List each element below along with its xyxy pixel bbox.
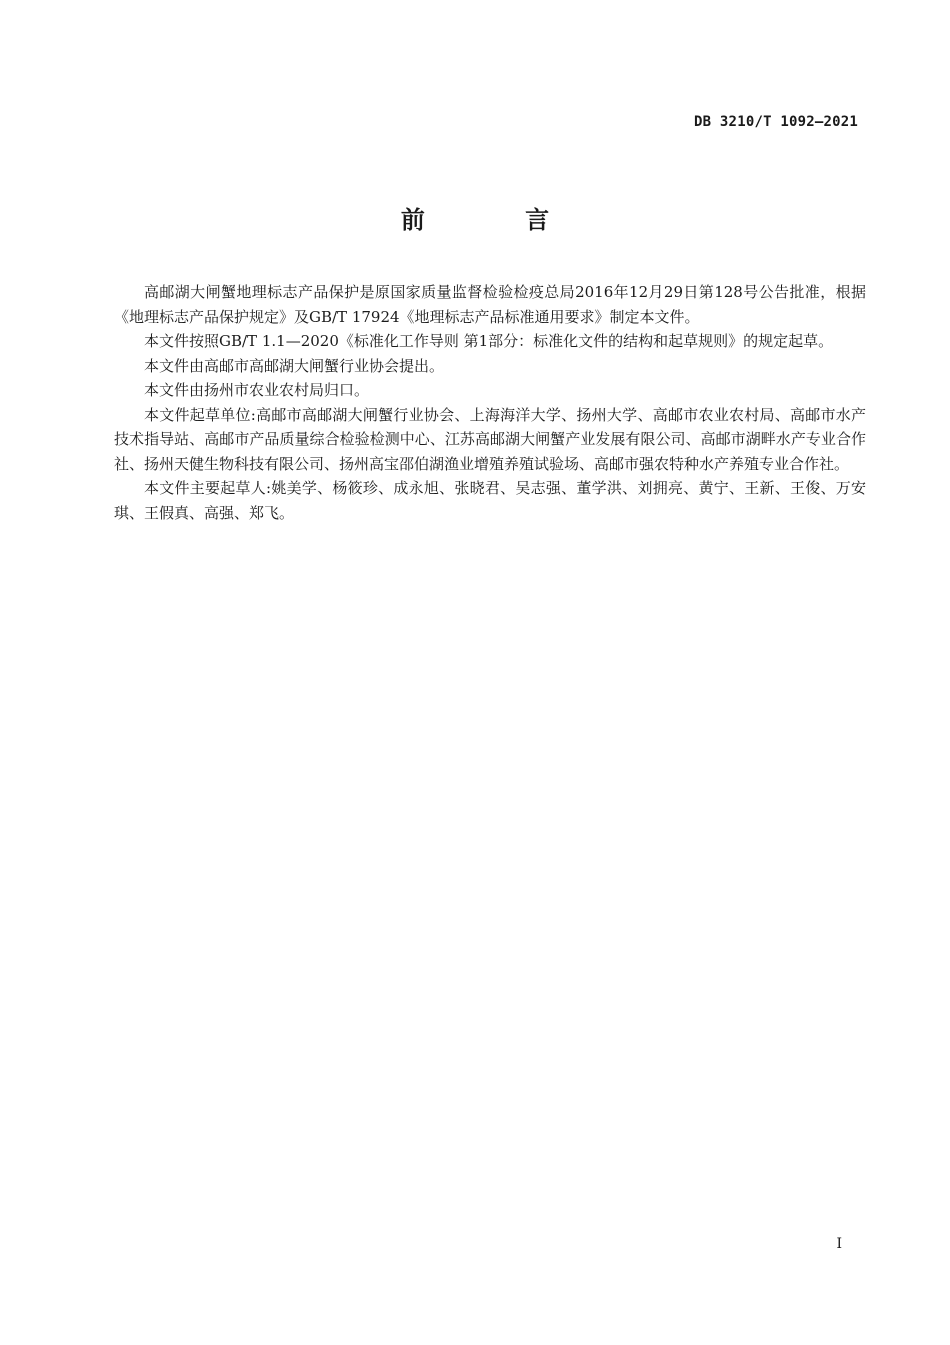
foreword-body: [114, 280, 866, 525]
paragraph-drafters: 本文件主要起草人:姚美学、杨筱珍、成永旭、张晓君、吴志强、董学洪、刘拥亮、黄宁、王新、王俊、万安琪、王假真、高强、郑飞。: [114, 479, 866, 522]
document-code: DB 3210/T 1092—2021: [694, 114, 858, 130]
paragraph-centralized-unit: 本文件由扬州市农业农村局归口。: [144, 381, 370, 399]
paragraph-drafting-rules: 本文件按照GB/T 1.1—2020《标准化工作导则 第1部分：标准化文件的结构和起草规则》的规定起草。: [144, 332, 834, 350]
paragraph-approval: 高邮湖大闸蟹地理标志产品保护是原国家质量监督检验检疫总局2016年12月29日第128号公告批准，根据《地理标志产品保护规定》及GB/T 17924《地理标志产品标准通用要求》制定本文件。: [114, 283, 866, 326]
paragraph-drafting-units: 本文件起草单位:高邮市高邮湖大闸蟹行业协会、上海海洋大学、扬州大学、高邮市农业农村局、高邮市水产技术指导站、高邮市产品质量综合检验检测中心、江苏高邮湖大闸蟹产业发展有限公司、高邮市湖畔水产专业合作社、扬州天健生物科技有限公司、扬州高宝邵伯湖渔业增殖养殖试验场、高邮市强农特种水产养殖专业合作社。: [114, 405, 866, 473]
page-number: I: [836, 1236, 842, 1252]
paragraph-proposer: 本文件由高邮市高邮湖大闸蟹行业协会提出。: [144, 356, 445, 375]
page-title: 前 言: [400, 206, 596, 234]
